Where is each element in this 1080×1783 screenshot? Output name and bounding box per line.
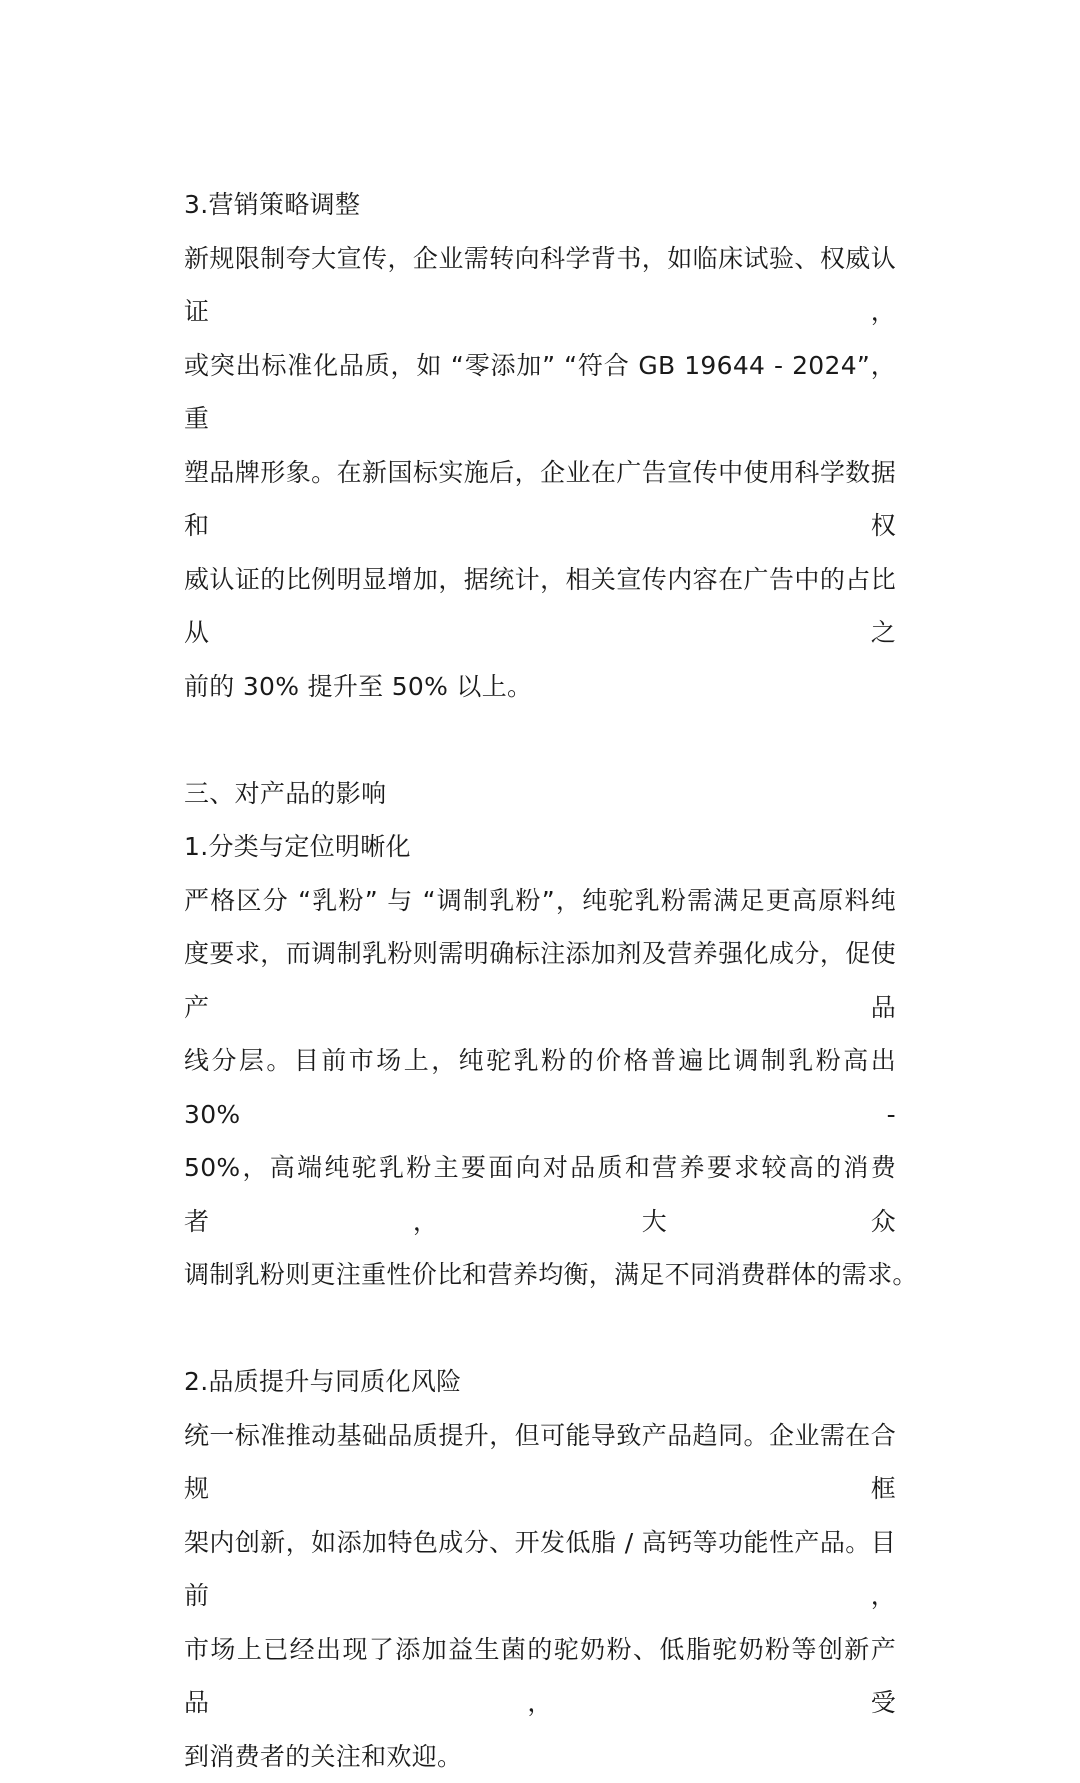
document-page (184, 178, 896, 1783)
paragraph-line: 到消费者的关注和欢迎。 (184, 1730, 896, 1783)
paragraph-line: 塑品牌形象。在新国标实施后，企业在广告宣传中使用科学数据和权 (184, 446, 896, 553)
paragraph-line: 调制乳粉则更注重性价比和营养均衡，满足不同消费群体的需求。 (184, 1248, 896, 1302)
section-spacer (184, 1302, 896, 1356)
paragraph-line: 新规限制夸大宣传，企业需转向科学背书，如临床试验、权威认证， (184, 232, 896, 339)
paragraph-line: 威认证的比例明显增加，据统计，相关宣传内容在广告中的占比从之 (184, 553, 896, 660)
paragraph-line: 架内创新，如添加特色成分、开发低脂 / 高钙等功能性产品。目前， (184, 1516, 896, 1623)
paragraph-line: 50%，高端纯驼乳粉主要面向对品质和营养要求较高的消费者，大众 (184, 1141, 896, 1248)
section-heading-marketing: 3.营销策略调整 (184, 178, 896, 232)
subsection-heading-classification: 1.分类与定位明晰化 (184, 820, 896, 874)
paragraph-line: 或突出标准化品质，如 “零添加” “符合 GB 19644 - 2024”，重 (184, 339, 896, 446)
paragraph-line: 度要求，而调制乳粉则需明确标注添加剂及营养强化成分，促使产品 (184, 927, 896, 1034)
paragraph-line: 统一标准推动基础品质提升，但可能导致产品趋同。企业需在合规框 (184, 1409, 896, 1516)
paragraph-line: 市场上已经出现了添加益生菌的驼奶粉、低脂驼奶粉等创新产品，受 (184, 1623, 896, 1730)
section-spacer (184, 713, 896, 767)
paragraph-line: 线分层。目前市场上，纯驼乳粉的价格普遍比调制乳粉高出 30% - (184, 1034, 896, 1141)
paragraph-line: 严格区分 “乳粉” 与 “调制乳粉”，纯驼乳粉需满足更高原料纯 (184, 874, 896, 928)
subsection-heading-quality: 2.品质提升与同质化风险 (184, 1355, 896, 1409)
paragraph-line: 前的 30% 提升至 50% 以上。 (184, 660, 896, 714)
section-heading-product-impact: 三、对产品的影响 (184, 767, 896, 821)
